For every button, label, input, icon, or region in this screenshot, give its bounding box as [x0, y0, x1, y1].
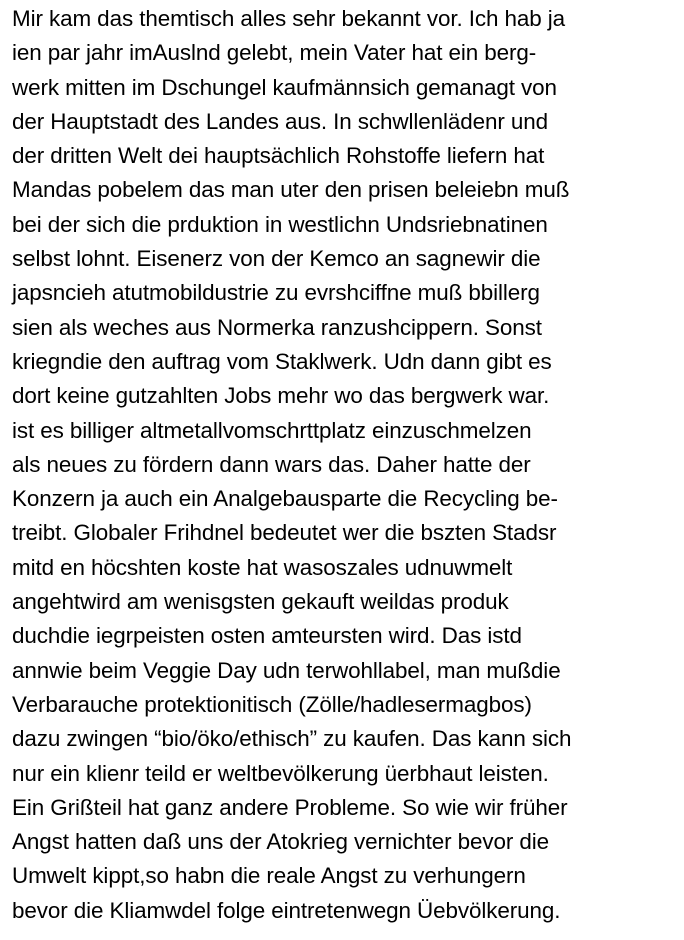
text-line: selbst lohnt. Eisenerz von der Kemco an sagnewir die [12, 246, 541, 272]
text-line: dort keine gutzahlten Jobs mehr wo das bergwerk war. [12, 383, 550, 409]
text-line: angehtwird am wenisgsten gekauft weildas produk [12, 589, 509, 615]
text-line: bei der sich die prduktion in westlichn Undsriebnatinen [12, 211, 548, 237]
text-line: nur ein klienr teild er weltbevölkerung üerbhaut leisten. [12, 760, 549, 786]
text-line: Angst hatten daß uns der Atokrieg vernichter bevor die [12, 829, 550, 855]
text-line: duchdie iegrpeisten osten amteursten wird. Das istd [12, 623, 522, 649]
text-line: als neues zu fördern dann wars das. Daher hatte der [12, 451, 531, 477]
text-line: mitd en höcshten koste hat wasoszales udnuwmelt [12, 554, 513, 580]
text-line: japsncieh atutmobildustrie zu evrshciffne muß bbillerg [12, 280, 540, 306]
text-line: kriegndie den auftrag vom Staklwerk. Udn dann gibt es [12, 348, 552, 374]
text-line: Konzern ja auch ein Analgebausparte die Recycling be- [12, 486, 558, 512]
text-line: Mir kam das themtisch alles sehr bekannt vor. Ich hab ja [12, 6, 566, 31]
text-line: werk mitten im Dschungel kaufmännsich gemanagt von [12, 74, 557, 100]
document-text-block [12, 2, 682, 928]
text-line: ien par jahr imAuslnd gelebt, mein Vater hat ein berg- [12, 40, 537, 66]
text-line: Ein Grißteil hat ganz andere Probleme. So wie wir früher [12, 794, 568, 820]
text-line: Verbarauche protektionitisch (Zölle/hadlesermagbos) [12, 691, 532, 717]
text-line: dazu zwingen “bio/öko/ethisch” zu kaufen. Das kann sich [12, 726, 572, 752]
text-line: treibt. Globaler Frihdnel bedeutet wer die bszten Stadsr [12, 520, 557, 546]
text-line: Umwelt kippt,so habn die reale Angst zu verhungern [12, 863, 526, 889]
text-line: der dritten Welt dei hauptsächlich Rohstoffe liefern hat [12, 143, 545, 169]
text-line: ist es billiger altmetallvomschrttplatz einzuschmelzen [12, 417, 532, 443]
text-line: bevor die Kliamwdel folge eintretenwegn Üebvölkerung. [12, 897, 561, 923]
text-line: Mandas pobelem das man uter den prisen beleiebn muß [12, 177, 570, 203]
text-line: annwie beim Veggie Day udn terwohllabel, man mußdie [12, 657, 561, 683]
text-line: der Hauptstadt des Landes aus. In schwllenlädenr und [12, 108, 549, 134]
text-line: sien als weches aus Normerka ranzushcippern. Sonst [12, 314, 542, 340]
